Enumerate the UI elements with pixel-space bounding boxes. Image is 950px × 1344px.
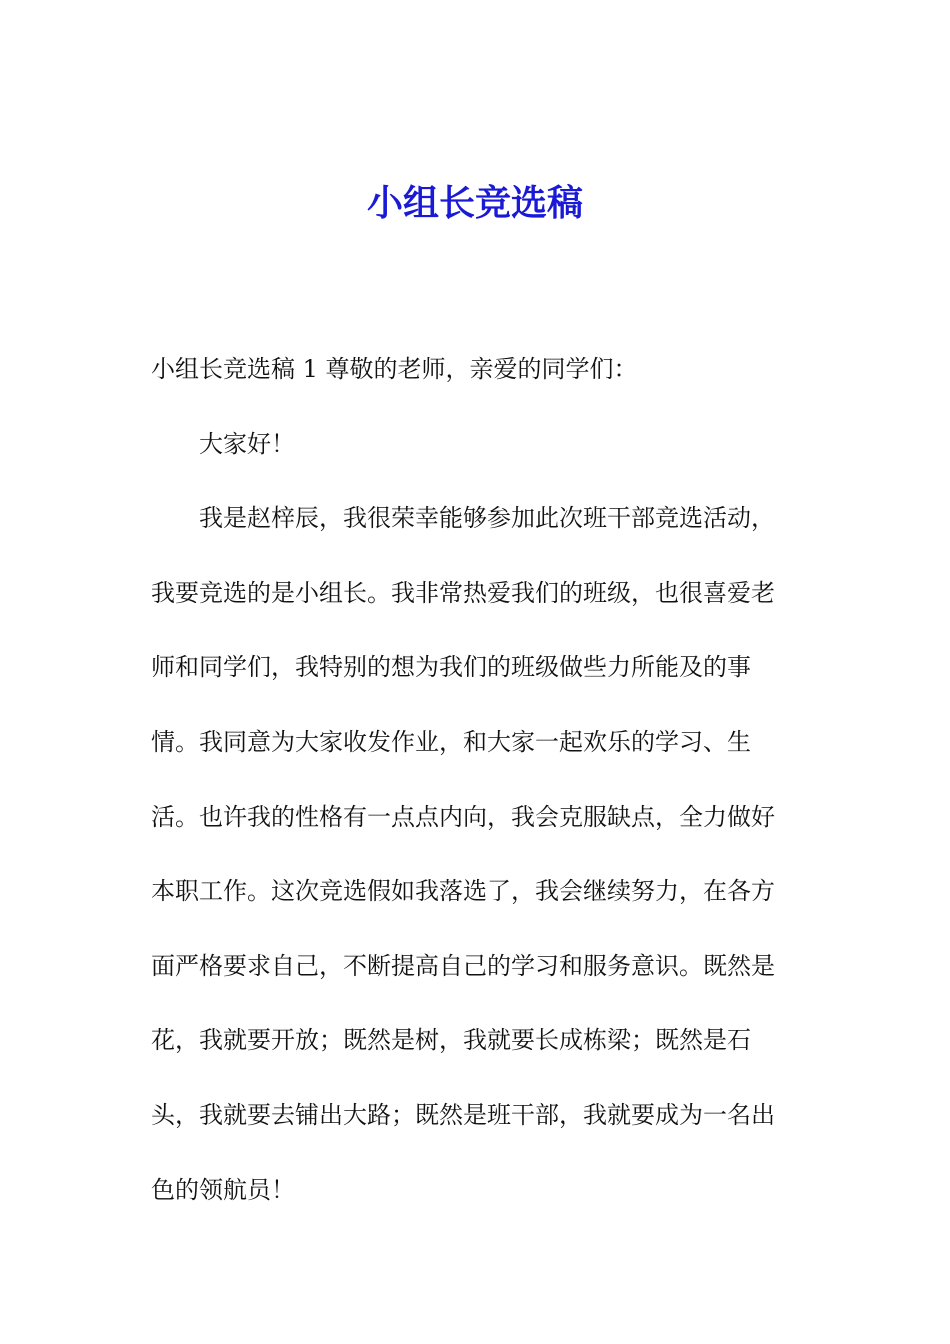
speech-paragraph: 我是赵梓辰，我很荣幸能够参加此次班干部竞选活动，我要竞选的是小组长。我非常热爱我们的班级，也很喜爱老师和同学们，我特别的想为我们的班级做些力所能及的事情。我同意为大家收发作业，和大家一起欢乐的学习、生活。也许我的性格有一点点内向，我会克服缺点，全力做好本职工作。这次竞选假如我落选了，我会继续努力，在各方面严格要求自己，不断提高自己的学习和服务意识。既然是花，我就要开放；既然是树，我就要长成栋梁；既然是石头，我就要去铺出大路；既然是班干部，我就要成为一名出色的领航员！ — [151, 504, 775, 1204]
greeting-paragraph: 大家好！ — [199, 429, 295, 458]
document-title: 小组长竞选稿 — [366, 182, 583, 224]
salutation-paragraph: 小组长竞选稿 1 尊敬的老师，亲爱的同学们： — [151, 355, 638, 383]
document-body — [151, 332, 791, 1227]
